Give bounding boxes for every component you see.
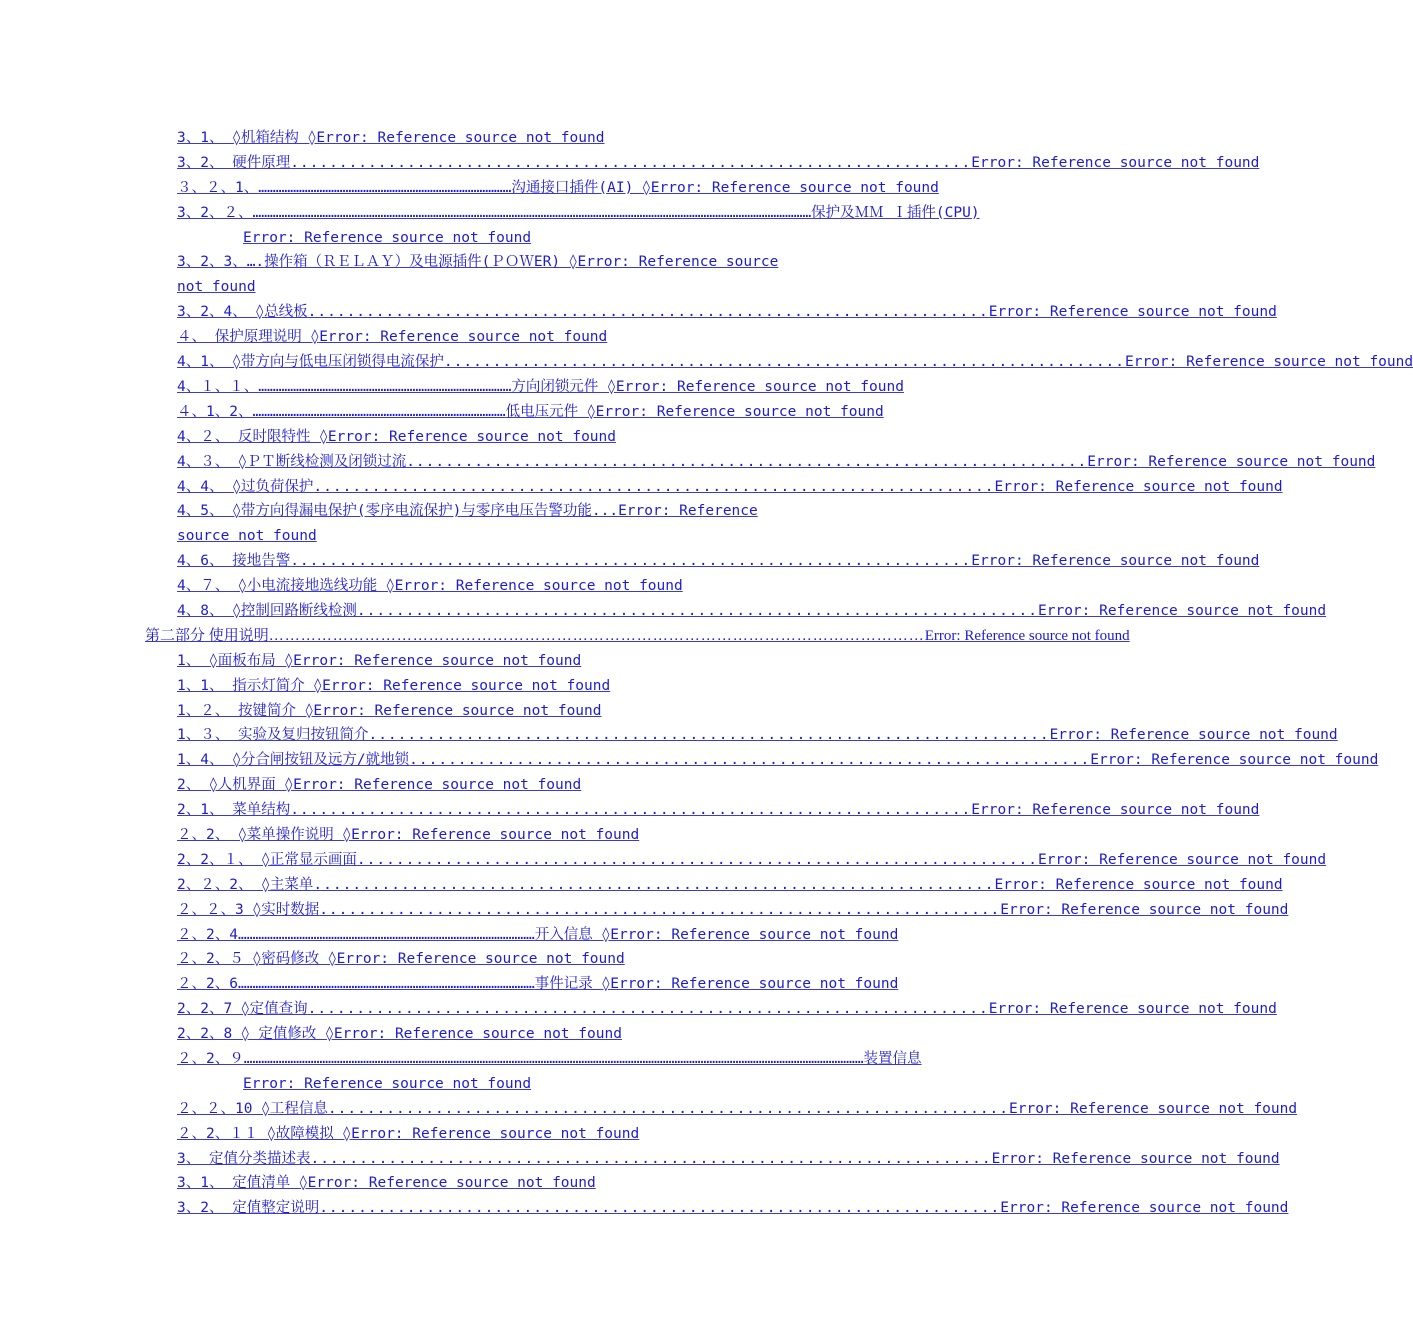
toc-entry-line bbox=[0, 201, 980, 226]
toc-entry[interactable] bbox=[0, 1147, 1280, 1172]
toc-entry-ref: Error: Reference source not found bbox=[1049, 727, 1338, 744]
toc-entry[interactable] bbox=[0, 300, 1277, 325]
toc-entry[interactable] bbox=[0, 599, 1327, 624]
toc-entry-text: 1、３、 实验及复归按钮简介 bbox=[177, 727, 369, 744]
toc-entry[interactable] bbox=[0, 1122, 806, 1147]
toc-leader-dots: ...................................................................... bbox=[356, 851, 1039, 868]
toc-entry-text: 1、２、 按键简介 ◊Error: Reference source not found bbox=[177, 702, 602, 719]
toc-leader-dots: ...................................................................... bbox=[368, 727, 1050, 744]
toc-leader-dots: ...................................................................... bbox=[290, 553, 972, 570]
toc-entry-ref: Error: Reference source not found bbox=[971, 154, 1260, 171]
toc-entry[interactable] bbox=[0, 923, 899, 948]
toc-entry-ref: Error: Reference source not found bbox=[243, 229, 532, 246]
toc-entry-text: ２、2、５ ◊密码修改 ◊Error: Reference source not found bbox=[177, 951, 625, 968]
toc-entry-text: 4、8、 ◊控制回路断线检测 bbox=[177, 602, 357, 619]
toc-entry-number: 4、１、１、 bbox=[177, 378, 259, 395]
toc-leader-dots: …………………………………………………………………………… bbox=[252, 403, 506, 420]
toc-entry[interactable] bbox=[0, 848, 1327, 873]
toc-entry[interactable] bbox=[0, 400, 884, 425]
toc-entry-text: 1、1、 指示灯简介 ◊Error: Reference source not found bbox=[177, 677, 611, 694]
toc-entry[interactable] bbox=[0, 873, 1283, 898]
toc-entry-number: ４、1、2、 bbox=[177, 403, 253, 420]
toc-entry-ref: Error: Reference source not found bbox=[994, 478, 1283, 495]
toc-entry-text: 4、6、 接地告警 bbox=[177, 553, 291, 570]
toc-entry-text: 3、2、 硬件原理 bbox=[177, 154, 291, 171]
toc-entry[interactable] bbox=[0, 450, 1376, 475]
toc-leader-dots: ...................................................................... bbox=[443, 354, 1126, 371]
toc-leader-dots: ...................................................................... bbox=[313, 478, 995, 495]
toc-entry[interactable] bbox=[0, 748, 1379, 773]
toc-entry-text: 2、２、2、 ◊主菜单 bbox=[177, 876, 314, 893]
toc-entry-text: 沟通接口插件(AI) ◊Error: Reference source not found bbox=[511, 179, 939, 196]
toc-entry-ref: Error: Reference source not found bbox=[994, 876, 1283, 893]
toc-entry-text: 2、2、7 ◊定值查询 bbox=[177, 1001, 308, 1018]
toc-entry[interactable] bbox=[0, 325, 806, 350]
toc-entry-text: ２、2、 ◊菜单操作说明 ◊Error: Reference source not found bbox=[177, 827, 640, 843]
toc-entry[interactable] bbox=[0, 1097, 1298, 1122]
toc-entry-ref: Error: Reference source not found bbox=[991, 1150, 1280, 1167]
toc-entry[interactable] bbox=[0, 425, 806, 450]
toc-entry[interactable] bbox=[0, 574, 806, 599]
toc-entry[interactable] bbox=[0, 151, 1260, 176]
toc-leader-dots: ………………………………………………………………………………………………………………………………………………………………………… bbox=[252, 204, 812, 221]
toc-leader-dots: ...................................................................... bbox=[319, 901, 1001, 918]
toc-entry[interactable] bbox=[0, 176, 939, 201]
toc-leader-dots: ...................................................................... bbox=[319, 1200, 1001, 1217]
toc-leader-dots: …………………………………………………………………………… bbox=[258, 179, 512, 196]
toc-entry-text: 3、1、 定值清单 ◊Error: Reference source not found bbox=[177, 1175, 596, 1192]
toc-entry[interactable] bbox=[0, 1196, 1289, 1221]
toc-entry-ref: Error: Reference source not found bbox=[1087, 453, 1376, 470]
toc-entry-text: 2、2、8 ◊ 定值修改 ◊Error: Reference source not found bbox=[177, 1026, 622, 1043]
toc-entry-text: 4、７、 ◊小电流接地选线功能 ◊Error: Reference source not found bbox=[177, 578, 683, 595]
toc-entry-text: 第二部分 使用说明 bbox=[145, 627, 269, 644]
toc-entry-text: 3、2、4、 ◊总线板 bbox=[177, 304, 308, 321]
toc-entry[interactable] bbox=[0, 898, 1289, 923]
toc-entry[interactable] bbox=[0, 250, 806, 300]
toc-entry-text: 1、4、 ◊分合闸按钮及远方/就地锁 bbox=[177, 752, 410, 769]
toc-entry[interactable] bbox=[0, 723, 1338, 748]
toc-entry-text: 4、5、 ◊带方向得漏电保护(零序电流保护)与零序电压告警功能...Error: Reference source not found bbox=[177, 503, 758, 545]
toc-entry-text: 开入信息 ◊Error: Reference source not found bbox=[534, 926, 899, 943]
toc-entry-text: 保护及ＭＭ Ｉ插件(CPU) bbox=[811, 204, 980, 221]
toc-entry-ref: Error: Reference source not found bbox=[1038, 851, 1327, 868]
toc-entry-text: 4、4、 ◊过负荷保护 bbox=[177, 478, 314, 495]
toc-entry[interactable] bbox=[0, 201, 980, 251]
toc-leader-dots: ...................................................................... bbox=[307, 304, 989, 321]
toc-entry-text: 3、1、 ◊机箱结构 ◊Error: Reference source not found bbox=[177, 130, 605, 146]
toc-entry-text: 3、2、3、….操作箱（ＲＥＬＡＹ）及电源插件(ＰＯＷER) ◊Error: Reference source not found bbox=[177, 254, 779, 296]
toc-entry[interactable] bbox=[0, 972, 899, 997]
toc-leader-dots: …………………………………………………………………………………………………………………………………………………………………………………………… bbox=[243, 1051, 864, 1068]
toc-entry[interactable] bbox=[0, 475, 1283, 500]
toc-leader-dots: ...................................................................... bbox=[307, 1001, 989, 1018]
toc-leader-dots: ………………………………………………………………………………………… bbox=[237, 976, 535, 993]
toc-entry[interactable] bbox=[0, 1171, 806, 1196]
toc-entry-ref: Error: Reference source not found bbox=[1038, 602, 1327, 619]
toc-entry-text: ２、２、10 ◊工程信息 bbox=[177, 1100, 328, 1117]
toc-entry-text: 4、３、 ◊ＰＴ断线检测及闭锁过流 bbox=[177, 453, 407, 470]
toc-leader-dots: ...................................................................... bbox=[290, 154, 972, 171]
toc-entry-text: 3、 定值分类描述表 bbox=[177, 1150, 311, 1167]
toc-entry-text: 3、2、 定值整定说明 bbox=[177, 1200, 320, 1217]
toc-leader-dots: ...................................................................... bbox=[409, 752, 1091, 769]
toc-entry-text: 4、1、 ◊带方向与低电压闭锁得电流保护 bbox=[177, 354, 444, 371]
toc-entry[interactable] bbox=[0, 699, 806, 724]
toc-leader-dots: ………………………………………………………………………………………… bbox=[237, 926, 535, 943]
toc-entry[interactable] bbox=[0, 549, 1260, 574]
toc-leader-dots: ...................................................................... bbox=[327, 1100, 1010, 1117]
toc-leader-dots: ...................................................................... bbox=[310, 1150, 992, 1167]
toc-entry-ref: Error: Reference source not found bbox=[1000, 1200, 1289, 1217]
toc-entry-ref: Error: Reference source not found bbox=[924, 627, 1130, 644]
toc-entry[interactable] bbox=[0, 350, 1413, 375]
toc-entry-number: 3、2、２、 bbox=[177, 204, 253, 221]
toc-leader-dots: ...................................................................... bbox=[313, 876, 995, 893]
toc-leader-dots: ...................................................................... bbox=[406, 453, 1088, 470]
toc-entry-text: 装置信息 bbox=[863, 1051, 922, 1068]
toc-entry-ref: Error: Reference source not found bbox=[1125, 354, 1413, 371]
toc-entry[interactable] bbox=[0, 823, 806, 848]
toc-entry-ref: Error: Reference source not found bbox=[1090, 752, 1379, 769]
toc-entry-text: 方向闭锁元件 ◊Error: Reference source not found bbox=[511, 378, 904, 395]
toc-entry[interactable] bbox=[0, 126, 806, 151]
toc-entry-text: 2、 ◊人机界面 ◊Error: Reference source not found bbox=[177, 777, 582, 794]
toc-entry-ref: Error: Reference source not found bbox=[1009, 1100, 1298, 1117]
toc-leader-dots: …………………………………………………………………………………………………………… bbox=[268, 627, 925, 644]
toc-entry[interactable] bbox=[0, 798, 1260, 823]
toc-entry-text: 2、2、１、 ◊正常显示画面 bbox=[177, 851, 357, 868]
toc-entry[interactable] bbox=[0, 1022, 806, 1047]
toc-entry[interactable] bbox=[0, 1047, 950, 1097]
toc-entry[interactable] bbox=[0, 674, 806, 699]
toc-entry-ref: Error: Reference source not found bbox=[988, 1001, 1277, 1018]
toc-entry-ref: Error: Reference source not found bbox=[971, 553, 1260, 570]
toc-entry-text: ４、 保护原理说明 ◊Error: Reference source not found bbox=[177, 329, 608, 346]
toc-entry-text: 2、1、 菜单结构 bbox=[177, 802, 291, 819]
toc-entry-line bbox=[0, 1047, 922, 1072]
toc-entry-number: ３、２、1、 bbox=[177, 179, 259, 196]
toc-leader-dots: ...................................................................... bbox=[290, 802, 972, 819]
toc-entry-text: 低电压元件 ◊Error: Reference source not found bbox=[505, 403, 884, 420]
toc-entry-number: ２、2、4 bbox=[177, 926, 238, 943]
toc-entry-text: ２、２、3 ◊实时数据 bbox=[177, 901, 320, 918]
toc-entry-ref: Error: Reference source not found bbox=[988, 304, 1277, 321]
toc-entry-text: 1、 ◊面板布局 ◊Error: Reference source not found bbox=[177, 652, 582, 669]
toc-entry[interactable] bbox=[0, 947, 806, 972]
toc-entry-number: ２、2、6 bbox=[177, 976, 238, 993]
toc-entry[interactable] bbox=[0, 624, 1130, 649]
toc-entry-ref: Error: Reference source not found bbox=[971, 802, 1260, 819]
toc-entry-number: ２、2、９ bbox=[177, 1051, 244, 1068]
toc-entry-line bbox=[0, 1072, 806, 1097]
toc-leader-dots: …………………………………………………………………………… bbox=[258, 378, 512, 395]
toc-entry-text: 事件记录 ◊Error: Reference source not found bbox=[534, 976, 899, 993]
toc-entry-ref: Error: Reference source not found bbox=[243, 1075, 532, 1092]
toc-leader-dots: ...................................................................... bbox=[356, 602, 1039, 619]
toc-entry[interactable] bbox=[0, 649, 806, 674]
toc-entry-text: 4、２、 反时限特性 ◊Error: Reference source not found bbox=[177, 428, 616, 445]
toc-entry[interactable] bbox=[0, 499, 806, 549]
toc-entry[interactable] bbox=[0, 773, 806, 798]
toc-entry[interactable] bbox=[0, 997, 1277, 1022]
toc-entry-text: ２、2、１１ ◊故障模拟 ◊Error: Reference source not found bbox=[177, 1125, 640, 1142]
toc-entry-line bbox=[0, 226, 806, 251]
table-of-contents bbox=[0, 126, 1413, 1221]
toc-entry[interactable] bbox=[0, 375, 904, 400]
toc-entry-ref: Error: Reference source not found bbox=[1000, 901, 1289, 918]
